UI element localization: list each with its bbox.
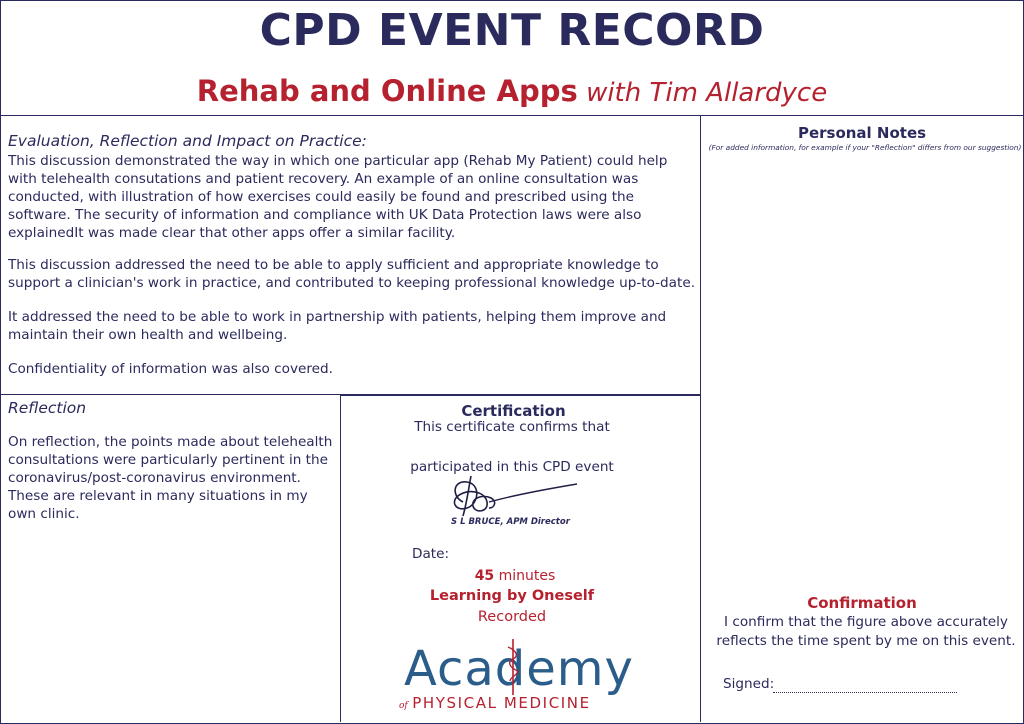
learning-type: Learning by Oneself <box>429 588 595 604</box>
recorded-status: Recorded <box>477 609 547 625</box>
signer-name: S L BRUCE, APM Director <box>451 517 570 527</box>
presenter-name: with Tim Allardyce <box>586 78 828 108</box>
duration-unit: minutes <box>498 568 556 584</box>
header <box>1 1 1023 116</box>
certification-line: This certificate confirms that <box>414 419 610 435</box>
logo-of: of <box>399 701 408 711</box>
certification-section <box>340 395 700 722</box>
reflection-body: On reflection, the points made about telehealth consultations were particularly pertinent in the coronavirus/post-coronavirus environment. These are relevant in many situations in my own clinic. <box>8 434 333 522</box>
caduceus-icon <box>506 637 520 697</box>
evaluation-heading: Evaluation, Reflection and Impact on Practice: <box>8 132 367 150</box>
event-name: Rehab and Online Apps <box>196 74 578 108</box>
academy-logo <box>399 641 634 712</box>
right-panel <box>701 116 1023 722</box>
certification-heading: Certification <box>461 402 566 420</box>
logo-wordmark: Academy <box>404 641 634 697</box>
logo-physical-medicine: PHYSICAL MEDICINE <box>412 694 591 712</box>
event-subtitle <box>1 74 1023 109</box>
personal-notes-heading: Personal Notes <box>797 124 927 142</box>
evaluation-paragraph: Confidentiality of information was also covered. <box>8 361 333 377</box>
duration-value: 45 <box>474 568 495 584</box>
reflection-heading: Reflection <box>8 399 87 417</box>
page-title: CPD EVENT RECORD <box>259 5 765 56</box>
duration <box>341 568 689 584</box>
confirmation-text: I confirm that the figure above accurately reflects the time spent by me on this event. <box>716 614 1016 649</box>
director-signature <box>441 472 591 518</box>
confirmation-heading: Confirmation <box>807 594 917 612</box>
certification-line: participated in this CPD event <box>410 459 614 475</box>
logo-subline <box>399 694 629 713</box>
evaluation-paragraph: This discussion addressed the need to be able to apply sufficient and appropriate knowledge to support a clinician's work in practice, and contributed to keeping professional knowledge up-to-date. <box>8 257 696 291</box>
evaluation-section <box>1 116 700 395</box>
signature-line[interactable] <box>773 692 957 693</box>
evaluation-paragraph: This discussion demonstrated the way in which one particular app (Rehab My Patient) could help with telehealth consutations and patient recovery. An example of an online consultation was conducted, with illustration of how exercises could easily be found and prescribed using the software. The security of information and compliance with UK Data Protection laws were also explainedIt was made clear that other apps offer a similar facility. <box>8 153 668 241</box>
date-label: Date: <box>412 546 450 562</box>
signed-label: Signed: <box>723 676 775 692</box>
evaluation-paragraph: It addressed the need to be able to work in partnership with patients, helping them improve and maintain their own health and wellbeing. <box>8 309 667 343</box>
personal-notes-hint: (For added information, for example if your "Reflection" differs from our suggestion) <box>708 143 1022 152</box>
